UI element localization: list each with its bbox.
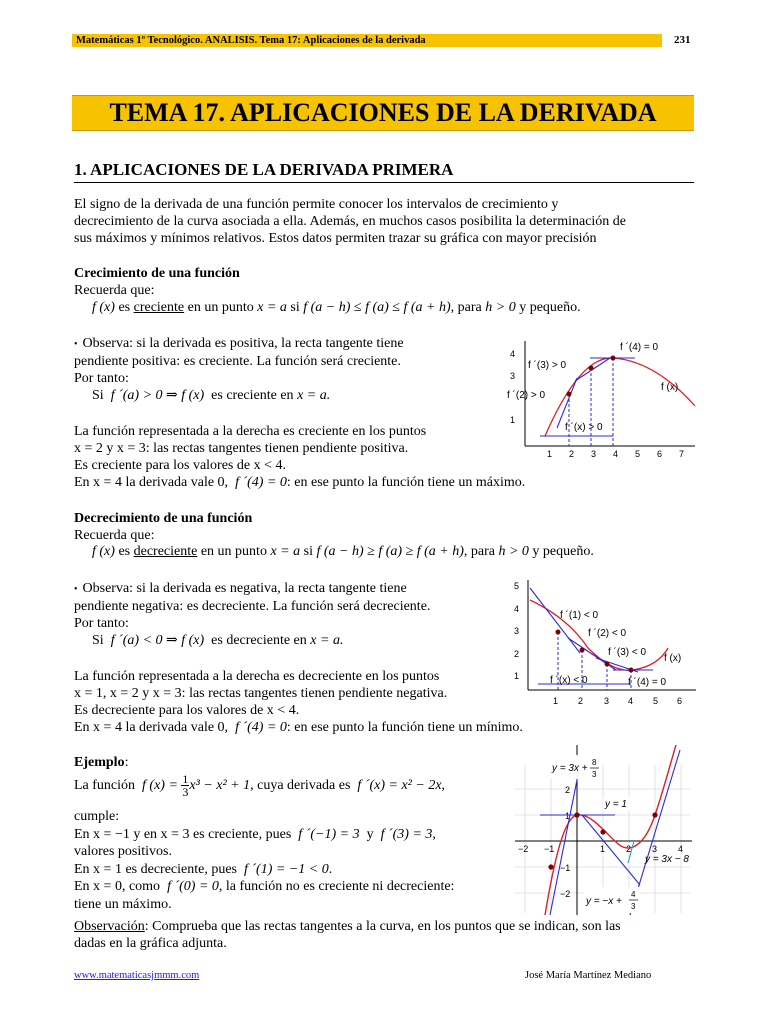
graph-label: f ´(1) < 0 (560, 610, 599, 621)
x-tick: 1 (553, 696, 559, 706)
page-number: 231 (674, 34, 691, 46)
crec-recuerda: Recuerda que: (74, 283, 155, 298)
one-third-fraction: $\frac{1}{3}$ (182, 772, 189, 800)
x-tick: 1 (547, 449, 553, 459)
y-tick: 1 (510, 415, 516, 425)
y-tick: 3 (514, 626, 520, 636)
x-tick: 5 (635, 449, 641, 459)
decr-recuerda: Recuerda que: (74, 528, 155, 543)
decrecimiento-heading: Decrecimiento de una función (74, 511, 253, 526)
x-tick: 4 (678, 844, 684, 854)
decr-explanation: La función representada a la derecha es decreciente en los puntos x = 1, x = 2 y x = 3: las rectas tangentes tienen pendiente negativa. Es decreciente para los valores de x < 4. En x = 4 la derivada vale 0, f ´(4) = 0: en ese punto la función tiene un mínimo. (74, 669, 523, 735)
author: José María Martínez Mediano (525, 970, 652, 981)
decr-definition: f (x) es decreciente en un punto x = a si f (a − h) ≥ f (a) ≥ f (a + h), para h > 0 y pequeño. (92, 544, 594, 559)
intro-line: El signo de la derivada de una función permite conocer los intervalos de crecimiento y (74, 197, 559, 212)
point-marker (600, 829, 605, 834)
y-tick: 2 (565, 785, 571, 795)
graph-crecimiento (505, 336, 700, 464)
x-tick: 1 (600, 844, 606, 854)
crecimiento-heading: Crecimiento de una función (74, 266, 240, 281)
ejemplo-heading: Ejemplo: (74, 755, 129, 770)
point-marker (574, 812, 579, 817)
y-tick: 4 (510, 349, 516, 359)
graph-label: f (x) (661, 382, 679, 393)
graph-label: f (x) (664, 653, 682, 664)
y-tick: 3 (510, 371, 516, 381)
graph-decrecimiento (508, 578, 698, 710)
y-tick: −2 (560, 889, 571, 899)
graph-label: f ´(4) = 0 (628, 677, 667, 688)
y-tick: 5 (514, 581, 520, 591)
observacion: Observación: Comprueba que las rectas tangentes a la curva, en los puntos que se indican, son las dadas en la gráfica adjunta. (74, 919, 621, 951)
point-marker (589, 366, 594, 371)
intro-paragraph (74, 196, 626, 247)
tangent-label: y = 3x + (552, 763, 588, 774)
y-tick: 4 (514, 604, 520, 614)
decr-keyword: decreciente (133, 544, 198, 559)
fraction-den: 3 (631, 902, 636, 911)
fraction-num: 4 (631, 890, 636, 899)
graph-ejemplo (510, 745, 694, 917)
x-tick: 3 (652, 844, 658, 854)
section-heading: 1. APLICACIONES DE LA DERIVADA PRIMERA (74, 160, 694, 183)
x-tick-labels (547, 449, 684, 459)
x-tick: 7 (679, 449, 685, 459)
x-tick: 6 (677, 696, 683, 706)
graph-label: f ´(x) > 0 (565, 422, 603, 433)
point-marker (629, 668, 634, 673)
crec-observa: • Observa: si la derivada es positiva, la recta tangente tiene pendiente positiva: es creciente. La función será creciente. Por tanto: Si f ´(a) > 0 ⇒ f (x) es creciente en x = a. (74, 336, 404, 403)
graph-label: f ´(3) > 0 (528, 360, 567, 371)
tangent-label: y = 1 (605, 799, 627, 810)
x-tick: 3 (604, 696, 610, 706)
fraction-den: 3 (592, 770, 597, 779)
x-tick: −1 (544, 844, 555, 854)
point-marker (556, 630, 561, 635)
intro-line: decrecimiento de la curva asociada a ella. Además, en muchos casos posibilita la determinación de (74, 214, 627, 229)
website-link[interactable]: www.matematicasjmmm.com (74, 970, 200, 981)
point-marker (567, 392, 572, 397)
x-tick: 5 (653, 696, 659, 706)
crec-keyword: creciente (133, 300, 185, 315)
ejemplo-function: La función f (x) = $\frac{1}{3}$ x³ − x² + 1, cuya derivada es f ´(x) = x² − 2x, (74, 772, 446, 800)
y-tick: 1 (514, 671, 520, 681)
point-marker (580, 648, 585, 653)
graph-label: f ´(3) < 0 (608, 647, 647, 658)
running-header (72, 34, 662, 47)
graph-label: f ´(x) < 0 (550, 675, 588, 686)
x-tick-labels (553, 696, 682, 706)
fraction-num: 8 (592, 758, 597, 767)
point-marker (548, 864, 553, 869)
x-tick: 3 (591, 449, 597, 459)
x-tick: 2 (569, 449, 575, 459)
graph-label: f ´(2) > 0 (507, 390, 546, 401)
page-title: TEMA 17. APLICACIONES DE LA DERIVADA (72, 95, 694, 131)
point-marker (605, 662, 610, 667)
graph-label: f ´(4) = 0 (620, 342, 659, 353)
point-marker (611, 356, 616, 361)
x-tick: 2 (578, 696, 584, 706)
tangent-label: y = 3x − 8 (645, 854, 689, 865)
crec-explanation: La función representada a la derecha es creciente en los puntos x = 2 y x = 3: las rectas tangentes tienen pendiente positiva. Es creciente para los valores de x < 4. En x = 4 la derivada vale 0, f ´(4) = 0: en ese punto la función tiene un máximo. (74, 424, 526, 490)
point-marker (652, 812, 657, 817)
ejemplo-body: cumple: En x = −1 y en x = 3 es creciente, pues f ´(−1) = 3 y f ´(3) = 3, valores positivos. En x = 1 es decreciente, pues f ´(1) = −1 < 0. En x = 0, como f ´(0) = 0, la función no es creciente ni decreciente: tiene un máximo. (74, 809, 455, 912)
running-title: Matemáticas 1º Tecnológico. ANALISIS. Tema 17: Aplicaciones de la derivada (76, 35, 426, 46)
decr-observa: • Observa: si la derivada es negativa, la recta tangente tiene pendiente negativa: es decreciente. La función será decreciente. Por tanto: Si f ´(a) < 0 ⇒ f (x) es decreciente en x = a. (74, 581, 431, 648)
x-tick: −2 (518, 844, 529, 854)
intro-line: sus máximos y mínimos relativos. Estos datos permiten trazar su gráfica con mayor precisión (74, 231, 597, 246)
x-tick: 4 (613, 449, 619, 459)
graph-label: f ´(2) < 0 (588, 628, 627, 639)
tangent-line (557, 378, 577, 428)
x-tick: 4 (628, 696, 634, 706)
x-tick: 6 (657, 449, 663, 459)
y-tick: 2 (514, 649, 520, 659)
y-tick: −1 (560, 863, 571, 873)
tangent-label: y = −x + (586, 896, 622, 907)
crec-definition: f (x) es creciente en un punto x = a si f (a − h) ≤ f (a) ≤ f (a + h), para h > 0 y pequeño. (92, 300, 581, 315)
y-tick: 1 (565, 811, 571, 821)
x-tick: 2 (626, 844, 632, 854)
